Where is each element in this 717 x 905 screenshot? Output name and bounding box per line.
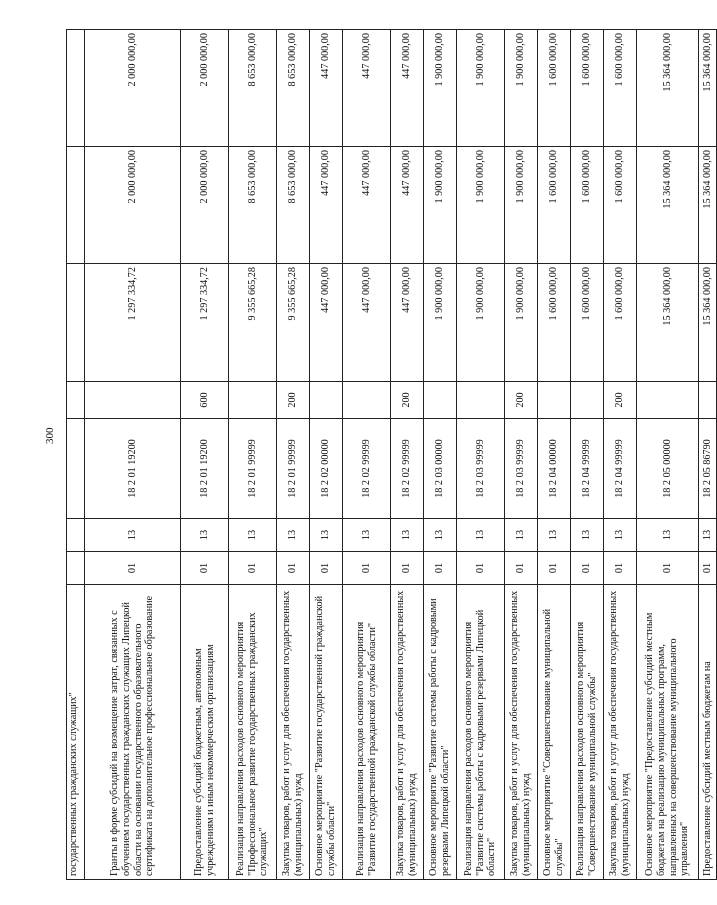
cell-section: 01 xyxy=(181,552,229,585)
cell-expense-type xyxy=(67,382,85,419)
cell-amount-2: 1 900 000,00 xyxy=(457,147,505,264)
cell-amount-3: 2 000 000,00 xyxy=(181,30,229,147)
cell-name: Закупка товаров, работ и услуг для обеспечения государственных (муниципальных) нужд xyxy=(604,585,637,880)
cell-amount-3: 8 653 000,00 xyxy=(277,30,310,147)
cell-expense-type xyxy=(310,382,343,419)
cell-amount-1: 15 364 000,00 xyxy=(699,264,717,382)
cell-section xyxy=(67,552,85,585)
cell-expense-type xyxy=(424,382,457,419)
cell-section: 01 xyxy=(343,552,391,585)
cell-amount-3: 1 900 000,00 xyxy=(424,30,457,147)
cell-subsection: 13 xyxy=(538,519,571,552)
cell-amount-2: 447 000,00 xyxy=(310,147,343,264)
cell-target-article: 18 2 04 99999 xyxy=(604,419,637,519)
cell-amount-3: 447 000,00 xyxy=(391,30,424,147)
cell-name: Основное мероприятие "Развитие системы работы с кадровыми резервами Липецкой области" xyxy=(424,585,457,880)
cell-expense-type: 200 xyxy=(505,382,538,419)
cell-target-article: 18 2 01 19200 xyxy=(181,419,229,519)
cell-section: 01 xyxy=(310,552,343,585)
cell-amount-1 xyxy=(67,264,85,382)
cell-amount-2: 15 364 000,00 xyxy=(699,147,717,264)
cell-expense-type xyxy=(85,382,181,419)
cell-amount-1: 447 000,00 xyxy=(310,264,343,382)
cell-amount-2: 8 653 000,00 xyxy=(229,147,277,264)
cell-amount-1: 1 900 000,00 xyxy=(505,264,538,382)
cell-target-article: 18 2 04 00000 xyxy=(538,419,571,519)
cell-name: Гранты в форме субсидий на возмещение затрат, связанных с обучением государственных гражданских служащих Липецкой области на основании государственного образовательного сертификата на дополнительное профессиональное образование xyxy=(85,585,181,880)
cell-amount-3: 1 600 000,00 xyxy=(604,30,637,147)
table-row xyxy=(85,30,181,880)
cell-target-article: 18 2 01 99999 xyxy=(277,419,310,519)
cell-expense-type xyxy=(571,382,604,419)
cell-section: 01 xyxy=(277,552,310,585)
cell-target-article: 18 2 01 99999 xyxy=(229,419,277,519)
table-row xyxy=(277,30,310,880)
cell-amount-2: 447 000,00 xyxy=(391,147,424,264)
cell-expense-type: 200 xyxy=(391,382,424,419)
cell-subsection: 13 xyxy=(310,519,343,552)
cell-amount-3: 1 600 000,00 xyxy=(538,30,571,147)
cell-expense-type: 200 xyxy=(604,382,637,419)
cell-target-article: 18 2 04 99999 xyxy=(571,419,604,519)
cell-target-article: 18 2 02 00000 xyxy=(310,419,343,519)
cell-amount-3: 1 900 000,00 xyxy=(505,30,538,147)
cell-name: Основное мероприятие "Совершенствование муниципальной службы" xyxy=(538,585,571,880)
cell-subsection: 13 xyxy=(85,519,181,552)
cell-amount-1: 1 900 000,00 xyxy=(424,264,457,382)
cell-expense-type xyxy=(637,382,699,419)
cell-amount-2: 2 000 000,00 xyxy=(85,147,181,264)
cell-subsection: 13 xyxy=(505,519,538,552)
cell-target-article: 18 2 03 99999 xyxy=(457,419,505,519)
cell-amount-1: 1 600 000,00 xyxy=(571,264,604,382)
cell-amount-2: 1 600 000,00 xyxy=(604,147,637,264)
table-row xyxy=(310,30,343,880)
cell-section: 01 xyxy=(85,552,181,585)
cell-amount-3: 15 364 000,00 xyxy=(637,30,699,147)
cell-section: 01 xyxy=(604,552,637,585)
cell-amount-3: 1 600 000,00 xyxy=(571,30,604,147)
table-row xyxy=(457,30,505,880)
cell-subsection xyxy=(67,519,85,552)
cell-amount-2: 15 364 000,00 xyxy=(637,147,699,264)
cell-name: Основное мероприятие "Предоставление субсидий местным бюджетам на реализацию муниципальных программ, направленных на совершенствование муниципального управления" xyxy=(637,585,699,880)
cell-amount-3: 2 000 000,00 xyxy=(85,30,181,147)
cell-name: Закупка товаров, работ и услуг для обеспечения государственных (муниципальных) нужд xyxy=(505,585,538,880)
page-number: 300 xyxy=(44,427,56,444)
cell-subsection: 13 xyxy=(424,519,457,552)
table-row xyxy=(229,30,277,880)
cell-subsection: 13 xyxy=(699,519,717,552)
cell-amount-1: 447 000,00 xyxy=(391,264,424,382)
cell-expense-type: 600 xyxy=(181,382,229,419)
table-row xyxy=(699,30,717,880)
cell-amount-3: 447 000,00 xyxy=(343,30,391,147)
cell-target-article: 18 2 03 00000 xyxy=(424,419,457,519)
cell-section: 01 xyxy=(538,552,571,585)
cell-amount-2: 447 000,00 xyxy=(343,147,391,264)
cell-amount-1: 9 355 665,28 xyxy=(277,264,310,382)
cell-subsection: 13 xyxy=(391,519,424,552)
cell-target-article xyxy=(67,419,85,519)
cell-subsection: 13 xyxy=(604,519,637,552)
cell-amount-2: 1 600 000,00 xyxy=(538,147,571,264)
cell-name: Закупка товаров, работ и услуг для обеспечения государственных (муниципальных) нужд xyxy=(391,585,424,880)
cell-amount-1: 1 297 334,72 xyxy=(181,264,229,382)
cell-amount-3: 1 900 000,00 xyxy=(457,30,505,147)
cell-amount-3 xyxy=(67,30,85,147)
cell-amount-2: 2 000 000,00 xyxy=(181,147,229,264)
cell-name: Реализация направления расходов основного мероприятия "Профессиональное развитие государственных гражданских служащих" xyxy=(229,585,277,880)
cell-amount-2: 1 900 000,00 xyxy=(505,147,538,264)
cell-target-article: 18 2 01 19200 xyxy=(85,419,181,519)
cell-amount-1: 1 600 000,00 xyxy=(604,264,637,382)
table-row xyxy=(604,30,637,880)
cell-amount-3: 15 364 000,00 xyxy=(699,30,717,147)
cell-amount-1: 15 364 000,00 xyxy=(637,264,699,382)
cell-amount-1: 1 600 000,00 xyxy=(538,264,571,382)
budget-table-rotated xyxy=(66,30,713,880)
cell-subsection: 13 xyxy=(343,519,391,552)
cell-target-article: 18 2 02 99999 xyxy=(391,419,424,519)
cell-expense-type: 200 xyxy=(277,382,310,419)
cell-target-article: 18 2 02 99999 xyxy=(343,419,391,519)
cell-expense-type xyxy=(699,382,717,419)
cell-expense-type xyxy=(229,382,277,419)
cell-target-article: 18 2 05 86790 xyxy=(699,419,717,519)
cell-name: Основное мероприятие "Развитие государственной гражданской службы области" xyxy=(310,585,343,880)
cell-amount-2: 1 600 000,00 xyxy=(571,147,604,264)
cell-expense-type xyxy=(457,382,505,419)
cell-expense-type xyxy=(343,382,391,419)
table-row xyxy=(391,30,424,880)
cell-expense-type xyxy=(538,382,571,419)
table-row xyxy=(571,30,604,880)
cell-section: 01 xyxy=(424,552,457,585)
cell-name: Реализация направления расходов основного мероприятия "Развитие системы работы с кадровыми резервами Липецкой области" xyxy=(457,585,505,880)
cell-section: 01 xyxy=(505,552,538,585)
table-row xyxy=(67,30,85,880)
cell-section: 01 xyxy=(699,552,717,585)
table-row xyxy=(637,30,699,880)
cell-section: 01 xyxy=(229,552,277,585)
cell-amount-1: 1 900 000,00 xyxy=(457,264,505,382)
cell-amount-2: 8 653 000,00 xyxy=(277,147,310,264)
table-body xyxy=(67,30,717,880)
table-row xyxy=(505,30,538,880)
budget-table xyxy=(66,29,717,880)
cell-subsection: 13 xyxy=(277,519,310,552)
cell-amount-1: 1 297 334,72 xyxy=(85,264,181,382)
cell-subsection: 13 xyxy=(637,519,699,552)
cell-name: государственных гражданских служащих" xyxy=(67,585,85,880)
cell-amount-1: 447 000,00 xyxy=(343,264,391,382)
cell-name: Реализация направления расходов основного мероприятия "Совершенствование муниципальной службы" xyxy=(571,585,604,880)
cell-name: Реализация направления расходов основного мероприятия "Развитие государственной гражданской службы области" xyxy=(343,585,391,880)
cell-name: Закупка товаров, работ и услуг для обеспечения государственных (муниципальных) нужд xyxy=(277,585,310,880)
cell-subsection: 13 xyxy=(457,519,505,552)
table-row xyxy=(181,30,229,880)
table-row xyxy=(424,30,457,880)
cell-subsection: 13 xyxy=(181,519,229,552)
cell-section: 01 xyxy=(391,552,424,585)
cell-amount-3: 447 000,00 xyxy=(310,30,343,147)
cell-section: 01 xyxy=(571,552,604,585)
cell-amount-1: 9 355 665,28 xyxy=(229,264,277,382)
cell-target-article: 18 2 05 00000 xyxy=(637,419,699,519)
cell-amount-2 xyxy=(67,147,85,264)
cell-name: Предоставление субсидий бюджетным, автономным учреждениям и иным некоммерческим организациям xyxy=(181,585,229,880)
cell-target-article: 18 2 03 99999 xyxy=(505,419,538,519)
cell-amount-2: 1 900 000,00 xyxy=(424,147,457,264)
cell-subsection: 13 xyxy=(229,519,277,552)
table-row xyxy=(343,30,391,880)
cell-section: 01 xyxy=(637,552,699,585)
cell-amount-3: 8 653 000,00 xyxy=(229,30,277,147)
table-row xyxy=(538,30,571,880)
cell-subsection: 13 xyxy=(571,519,604,552)
cell-name: Предоставление субсидий местным бюджетам на xyxy=(699,585,717,880)
cell-section: 01 xyxy=(457,552,505,585)
